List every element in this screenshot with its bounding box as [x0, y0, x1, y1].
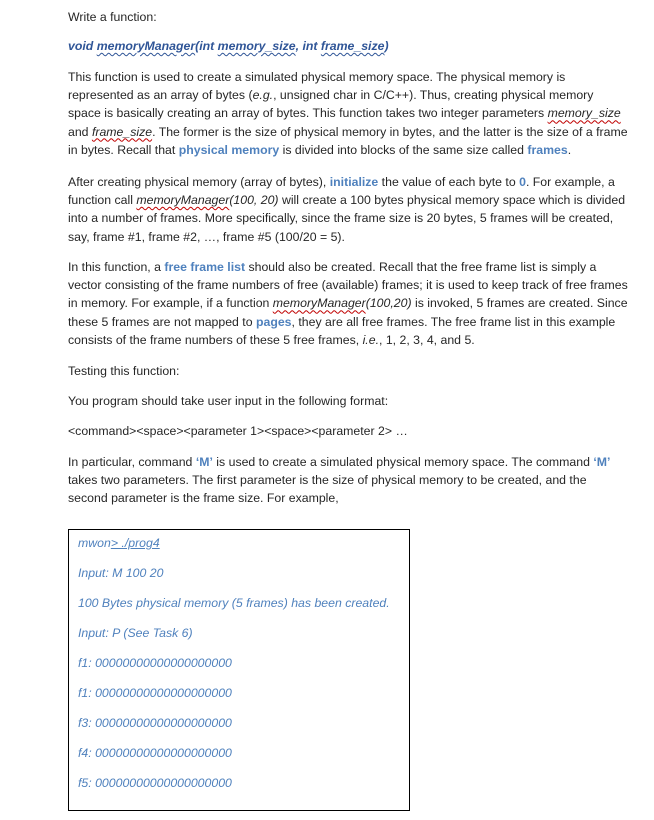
p1-frame-size: frame_size — [91, 124, 153, 139]
console-line: f1: 00000000000000000000 — [78, 656, 232, 670]
console-prompt-user: mwon — [78, 536, 111, 550]
sig-open: (int — [195, 39, 218, 53]
sig-function-name: memoryManager — [96, 39, 196, 53]
console-line: f3: 00000000000000000000 — [78, 716, 232, 730]
p1-eg: e.g. — [252, 88, 274, 103]
sig-mid: , int — [295, 39, 321, 53]
paragraph-free-frame-list — [68, 258, 628, 349]
console-output-box — [68, 529, 410, 811]
testing-heading: Testing this function: — [68, 364, 180, 378]
p1-frames: frames — [527, 142, 568, 157]
p1-physical-memory: physical memory — [178, 142, 280, 157]
console-line: f4: 00000000000000000000 — [78, 746, 232, 760]
paragraph-description — [68, 68, 628, 159]
console-line: f1: 00000000000000000000 — [78, 686, 232, 700]
input-intro: You program should take user input in the following format: — [68, 394, 389, 408]
console-line: Input: M 100 20 — [78, 566, 164, 580]
console-line: f5: 00000000000000000000 — [78, 776, 232, 790]
p4-text-2: is used to create a simulated physical memory space. The command — [212, 455, 594, 469]
console-prompt-command: > ./prog4 — [110, 536, 160, 550]
p3-text-2: should also be created. Recall that the free frame list is simply a vector consisting of the frame numbers of free (available) frames; it is used to keep track of free frames in memory. For example, if a function — [68, 260, 628, 311]
p1-text-4: . The former is the size of physical memory in bytes, and the latter is the size of a frame in bytes. Recall that — [68, 124, 628, 157]
p2-text-1: After creating physical memory (array of bytes), — [68, 175, 330, 189]
p2-call-name: memoryManager — [136, 193, 230, 208]
p3-text-1: In this function, a — [68, 260, 165, 274]
p1-memory-size: memory_size — [547, 106, 621, 121]
p3-text-4: , they are all free frames. The free frame list in this example consists of the frame numbers of these 5 free frames, — [68, 314, 616, 347]
sig-close: ) — [384, 39, 389, 53]
p3-free-frame-list: free frame list — [164, 260, 246, 274]
p4-text-1: In particular, command — [68, 455, 196, 469]
p1-text-3: and — [68, 124, 92, 139]
p2-call-args: (100, 20) — [229, 193, 279, 208]
p3-pages: pages — [255, 314, 292, 329]
p2-text-4: will create a 100 bytes physical memory space which is divided into a number of frames. More specifically, since the frame size is 20 bytes, 5 frames will be created, say, frame #1, frame #2, …, frame #5 (100/20 = 5). — [68, 193, 626, 244]
command-format: <command><space><parameter 1><space><parameter 2> … — [68, 424, 408, 438]
p2-text-3: . For example, a function call — [68, 175, 615, 208]
p1-text-5: is divided into blocks of the same size called — [279, 142, 528, 157]
p4-text-3: takes two parameters. The first parameter is the size of physical memory to be created, and the second parameter is the frame size. For example, — [68, 473, 587, 506]
p3-call-name: memoryManager — [272, 296, 366, 311]
paragraph-initialize — [68, 173, 628, 246]
function-signature — [68, 37, 389, 55]
p3-text-5: , 1, 2, 3, 4, and 5. — [378, 332, 475, 347]
console-prompt-line — [78, 536, 160, 550]
sig-param-frame-size: frame_size — [320, 39, 385, 53]
p3-call-args: (100,20) — [365, 296, 412, 311]
sig-return-type: void — [68, 39, 97, 53]
p1-text-6: . — [567, 142, 572, 157]
paragraph-command-m — [68, 453, 628, 508]
console-line: Input: P (See Task 6) — [78, 626, 193, 640]
p2-text-2: the value of each byte to — [378, 175, 520, 189]
p1-text-1: This function is used to create a simulated physical memory space. The physical memory is represented as an array of bytes ( — [68, 70, 566, 103]
p1-text-2: , unsigned char in C/C++). Thus, creating physical memory space is basically creating an array of bytes. This function takes two integer parameters — [68, 88, 594, 121]
p4-cmd-m-2: ‘M’ — [593, 455, 611, 469]
p4-cmd-m-1: ‘M’ — [195, 455, 213, 469]
p3-ie: i.e. — [362, 332, 379, 347]
sig-param-memory-size: memory_size — [217, 39, 296, 53]
p2-zero: 0 — [519, 175, 526, 189]
console-line: 100 Bytes physical memory (5 frames) has been created. — [78, 596, 390, 610]
p2-initialize: initialize — [329, 175, 379, 189]
intro-text: Write a function: — [68, 10, 157, 24]
p3-text-3: is invoked, 5 frames are created. Since these 5 frames are not mapped to — [68, 296, 628, 329]
